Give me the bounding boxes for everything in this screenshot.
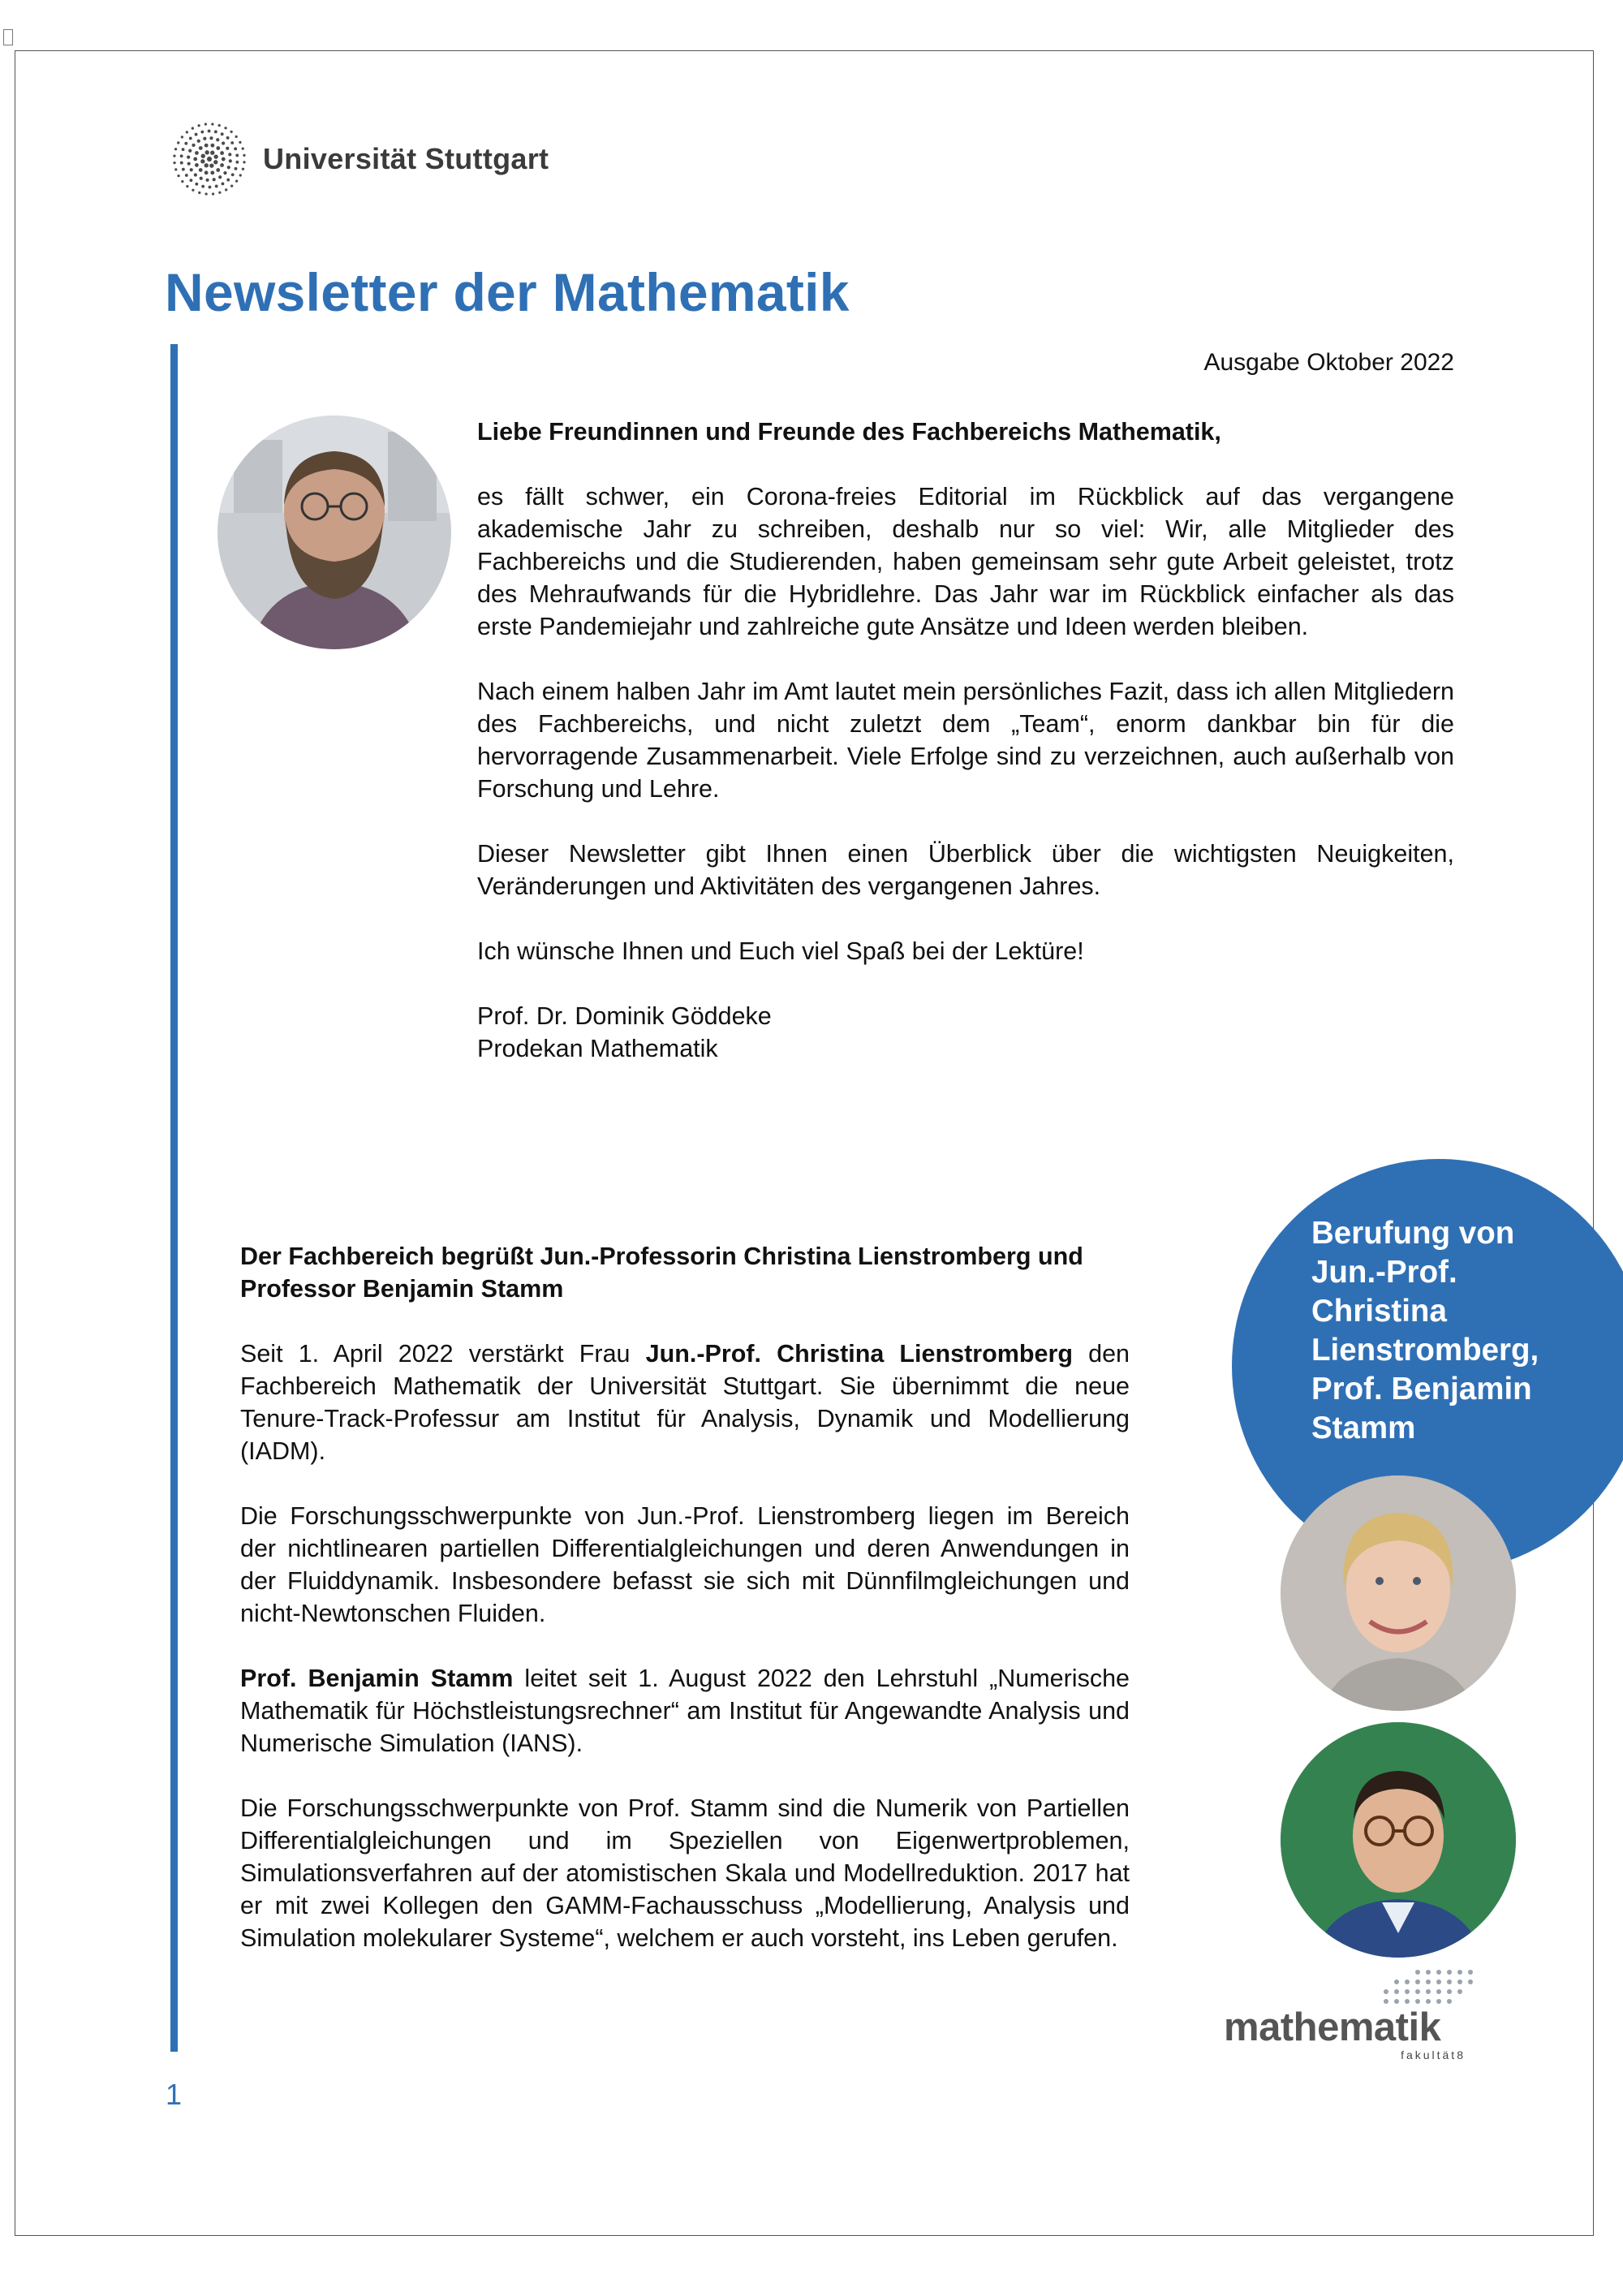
appointment-circle-title: Berufung von Jun.-Prof. Christina Lienstromberg, Prof. Benjamin Stamm bbox=[1311, 1216, 1539, 1445]
signature-name: Prof. Dr. Dominik Göddeke bbox=[477, 1002, 772, 1030]
university-logo bbox=[170, 120, 549, 198]
faculty-logo bbox=[1224, 1964, 1483, 2061]
signature-role: Prodekan Mathematik bbox=[477, 1035, 718, 1062]
editorial-paragraph-3: Dieser Newsletter gibt Ihnen einen Überblick über die wichtigsten Neuigkeiten, Veränderungen und Aktivitäten des vergangenen Jahres. bbox=[477, 840, 1454, 900]
article-heading: Der Fachbereich begrüßt Jun.-Professorin Christina Lienstromberg und Professor Benjamin Stamm bbox=[240, 1243, 1083, 1303]
stamm-portrait bbox=[1281, 1722, 1516, 1958]
lienstromberg-portrait bbox=[1281, 1475, 1516, 1711]
university-name: Universität Stuttgart bbox=[263, 142, 549, 175]
article-paragraph-2: Die Forschungsschwerpunkte von Jun.-Prof. Lienstromberg liegen im Bereich der nichtlinearen partiellen Differentialgleichungen und deren Anwendungen in der Fluiddynamik. Insbesondere befasst sie sich mit Dünnfilmgleichungen und nicht-Newtonschen Fluiden. bbox=[240, 1502, 1130, 1627]
accent-side-bar bbox=[170, 344, 178, 2052]
editorial-section bbox=[477, 416, 1454, 1065]
newsletter-title: Newsletter der Mathematik bbox=[165, 262, 850, 322]
lienstromberg-name: Jun.-Prof. Christina Lienstromberg bbox=[645, 1340, 1073, 1368]
editor-portrait bbox=[217, 416, 451, 649]
editorial-paragraph-2: Nach einem halben Jahr im Amt lautet mein persönliches Fazit, dass ich allen Mitgliedern des Fachbereichs, und nicht zuletzt dem „Team“, enorm dankbar bin für die hervorragende Zusammenarbeit. Viele Erfolge sind zu verzeichnen, auch außerhalb von Forschung und Lehre. bbox=[477, 678, 1454, 803]
page-number: 1 bbox=[166, 2078, 183, 2111]
faculty-logo-word: mathematik bbox=[1224, 2005, 1441, 2049]
article-p1-intro: Seit 1. April 2022 verstärkt Frau bbox=[240, 1340, 646, 1368]
issue-date: Ausgabe Oktober 2022 bbox=[1203, 349, 1454, 376]
editorial-salutation: Liebe Freundinnen und Freunde des Fachbereichs Mathematik, bbox=[477, 418, 1221, 446]
faculty-logo-sub: fakultät8 bbox=[1401, 2048, 1466, 2061]
editorial-paragraph-4: Ich wünsche Ihnen und Euch viel Spaß bei der Lektüre! bbox=[477, 937, 1084, 965]
university-seal-icon bbox=[170, 120, 248, 198]
article-paragraph-3 bbox=[240, 1662, 1130, 1760]
article-p3-body: leitet seit 1. August 2022 den Lehrstuhl „Numerische Mathematik für Höchstleistungsrechner“ am Institut für Angewandte Analysis und Numerische Simulation (IANS). bbox=[240, 1665, 1130, 1757]
editorial-paragraph-1: es fällt schwer, ein Corona-freies Editorial im Rückblick auf das vergangene akademische Jahr zu schreiben, deshalb nur so viel: Wir, alle Mitglieder des Fachbereichs und die Studierenden, haben gemeinsam sehr gute Arbeit geleistet, trotz des Mehraufwands für die Hybridlehre. Das Jahr war im Rückblick einfacher als das erste Pandemiejahr und zahlreiche gute Ansätze und Ideen werden bleiben. bbox=[477, 483, 1454, 640]
article-section bbox=[240, 1240, 1130, 1987]
corner-mark bbox=[3, 29, 13, 45]
stamm-name: Prof. Benjamin Stamm bbox=[240, 1665, 514, 1692]
article-p1-body: den Fachbereich Mathematik der Universität Stuttgart. Sie übernimmt die neue Tenure-Track-Professur am Institut für Analysis, Dynamik und Modellierung (IADM). bbox=[240, 1340, 1130, 1465]
article-paragraph-4: Die Forschungsschwerpunkte von Prof. Stamm sind die Numerik von Partiellen Differentialgleichungen und im Speziellen von Eigenwertproblemen, Simulationsverfahren auf der atomistischen Skala und Modellreduktion. 2017 hat er mit zwei Kollegen den GAMM-Fachausschuss „Modellierung, Analysis und Simulation molekularer Systeme“, welchem er auch vorsteht, ins Leben gerufen. bbox=[240, 1794, 1130, 1952]
article-paragraph-1 bbox=[240, 1338, 1130, 1467]
